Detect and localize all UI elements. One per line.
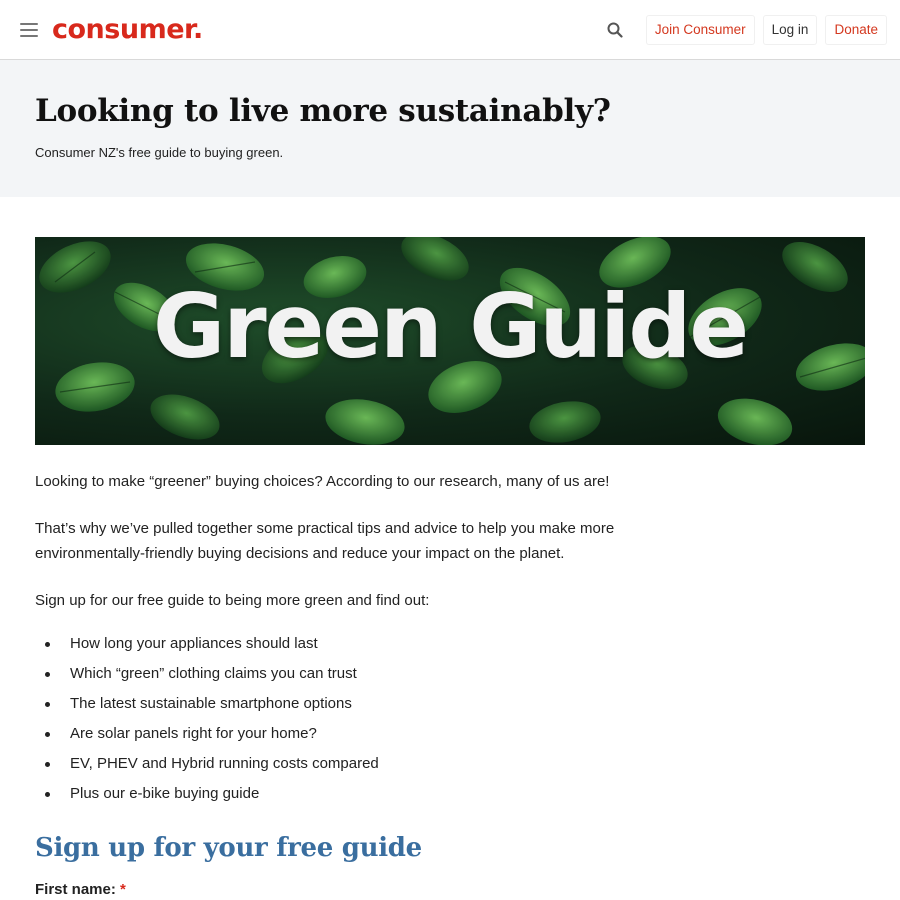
- intro-paragraph: Looking to make “greener” buying choices? According to our research, many of us are!: [35, 473, 610, 490]
- list-item: The latest sustainable smartphone options: [45, 689, 865, 719]
- first-name-label: First name: *: [35, 881, 126, 898]
- bullet-icon: [45, 792, 50, 797]
- hero-section: [0, 60, 900, 197]
- list-item: Plus our e-bike buying guide: [45, 779, 865, 809]
- list-item: EV, PHEV and Hybrid running costs compared: [45, 749, 865, 779]
- bullet-icon: [45, 732, 50, 737]
- hamburger-menu-icon[interactable]: [20, 23, 38, 37]
- green-guide-banner: [35, 237, 865, 445]
- list-item: How long your appliances should last: [45, 629, 865, 659]
- log-in-button[interactable]: Log in: [764, 16, 817, 44]
- search-icon[interactable]: [599, 14, 631, 46]
- required-asterisk: *: [120, 881, 126, 898]
- signup-heading: Sign up for your free guide: [35, 833, 422, 863]
- bullet-icon: [45, 642, 50, 647]
- list-item: Are solar panels right for your home?: [45, 719, 865, 749]
- join-consumer-button[interactable]: Join Consumer: [647, 16, 754, 44]
- donate-button[interactable]: Donate: [826, 16, 886, 44]
- list-item: Which “green” clothing claims you can trust: [45, 659, 865, 689]
- consumer-logo[interactable]: consumer.: [52, 14, 203, 45]
- bullet-icon: [45, 762, 50, 767]
- header-actions: [599, 14, 886, 46]
- main-content: [0, 197, 900, 898]
- bullet-icon: [45, 702, 50, 707]
- signup-prompt-paragraph: Sign up for our free guide to being more green and find out:: [35, 592, 430, 609]
- banner-title: Green Guide: [153, 275, 747, 378]
- guide-contents-list: [35, 629, 865, 809]
- page-subtitle: Consumer NZ's free guide to buying green.: [35, 144, 284, 160]
- page-title: Looking to live more sustainably?: [35, 93, 611, 129]
- top-navigation-bar: [0, 0, 900, 60]
- description-paragraph: That’s why we’ve pulled together some practical tips and advice to help you make more environmentally-friendly buying decisions and reduce your impact on the planet.: [35, 520, 615, 562]
- bullet-icon: [45, 672, 50, 677]
